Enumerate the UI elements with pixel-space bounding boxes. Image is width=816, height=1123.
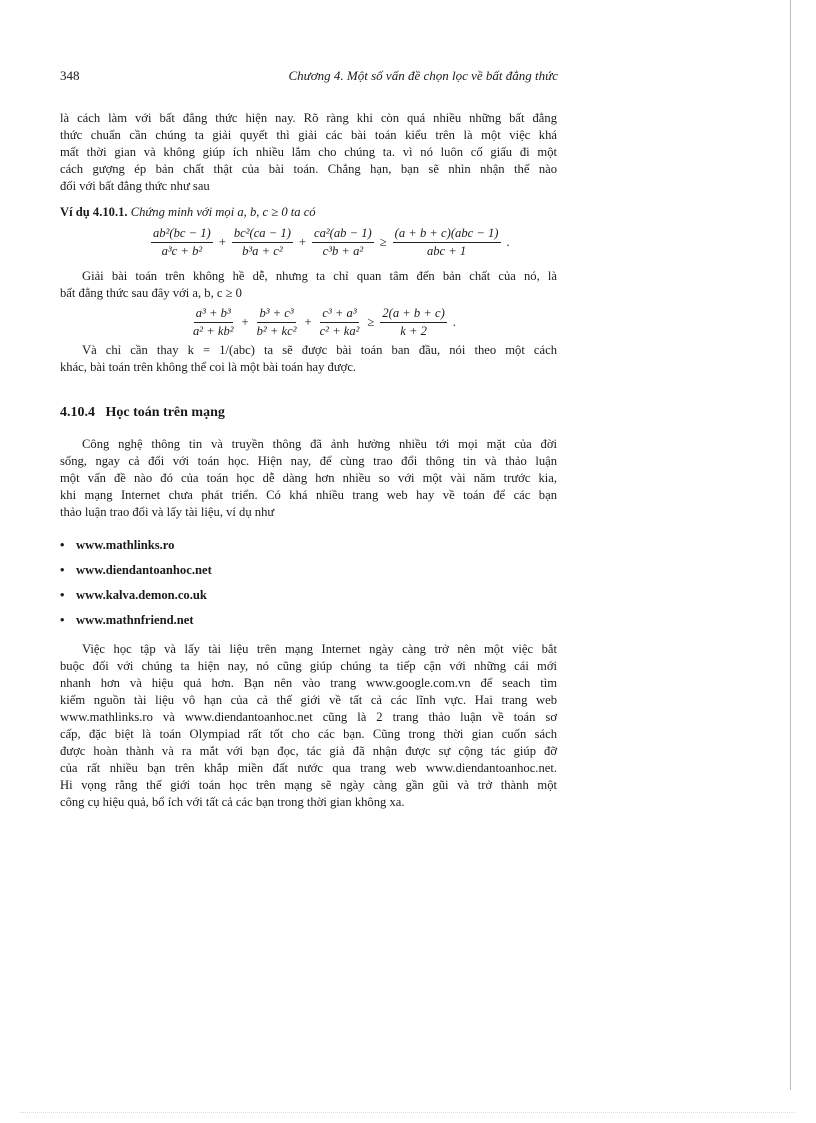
geq-sign: ≥ — [367, 315, 375, 329]
text-line: sống, ngay cả đối với toán học. Hiện nay, để cùng trao đổi thông tin và thảo luận — [60, 454, 557, 468]
plus-sign: + — [304, 315, 312, 329]
numerator: a³ + b³ — [194, 306, 233, 323]
text-line: khi mạng Internet chưa phát triển. Có khá nhiều trang web hay về toán để các bạn — [60, 488, 557, 502]
fraction-rhs — [380, 306, 446, 339]
link-list-item — [60, 588, 207, 603]
text-line: thức chuẩn cần chúng ta giải quyết thì giải các bài toán kiểu trên là một việc khá — [60, 128, 557, 142]
website-link[interactable]: www.diendantoanhoc.net — [76, 563, 212, 577]
formula-2 — [188, 306, 459, 339]
website-link[interactable]: www.mathlinks.ro — [76, 538, 175, 552]
bullet-icon: • — [60, 538, 65, 552]
text-line: Và chỉ cần thay k = 1/(abc) ta sẽ được bài toán ban đầu, nói theo một cách — [82, 343, 557, 357]
page-number: 348 — [60, 68, 80, 83]
section-number: 4.10.4 — [60, 405, 95, 420]
denominator: c³b + a² — [322, 244, 364, 258]
scan-bottom-edge — [20, 1112, 796, 1113]
fraction-term — [151, 226, 213, 259]
numerator: 2(a + b + c) — [380, 306, 446, 323]
website-link[interactable]: www.mathnfriend.net — [76, 613, 194, 627]
text-line: kiếm nguồn tài liệu vô hạn của cả thế giới về tất cả các lĩnh vực. Hai trang web — [60, 693, 557, 707]
fraction-term — [232, 226, 293, 259]
text-line: thảo luận trao đổi và lấy tài liệu, ví dụ như — [60, 505, 275, 519]
text-line: Hi vọng rằng thế giới toán học trên mạng sẽ ngày càng gần gũi và trở thành một — [60, 778, 557, 792]
denominator: c² + ka² — [319, 324, 360, 338]
text-line: công cụ hiệu quả, bổ ích với tất cả các bạn trong thời gian không xa. — [60, 795, 405, 809]
bullet-icon: • — [60, 563, 65, 577]
text-line: www.mathlinks.ro và www.diendantoanhoc.net cũng là 2 trang thảo luận về toán sơ — [60, 710, 557, 724]
plus-sign: + — [241, 315, 249, 329]
denominator: k + 2 — [400, 324, 427, 338]
text-line: của rất nhiều bạn trên khắp miền đất nước qua trang web www.diendantoanhoc.net. — [60, 761, 557, 775]
text-line: bất đẳng thức sau đây với a, b, c ≥ 0 — [60, 286, 242, 300]
numerator: b³ + c³ — [257, 306, 295, 323]
plus-sign: + — [298, 235, 306, 249]
text-line: Giải bài toán trên không hề dễ, nhưng ta chỉ quan tâm đến bản chất của nó, là — [82, 269, 557, 283]
fraction-term — [318, 306, 362, 339]
numerator: bc²(ca − 1) — [232, 226, 293, 243]
website-link[interactable]: www.kalva.demon.co.uk — [76, 588, 207, 602]
geq-sign: ≥ — [379, 235, 387, 249]
denominator: b² + kc² — [256, 324, 297, 338]
text-line: Công nghệ thông tin và truyền thông đã ảnh hưởng nhiều tới mọi mặt của đời — [82, 437, 557, 451]
period: . — [452, 315, 456, 329]
example-heading — [60, 204, 557, 220]
text-line: nhanh hơn và hiệu quả hơn. Bạn nên vào trang www.google.com.vn để seach tìm — [60, 676, 557, 690]
bullet-icon: • — [60, 588, 65, 602]
text-line: khác, bài toán trên không thể coi là một bài toán hay được. — [60, 360, 357, 374]
denominator: a³c + b² — [161, 244, 203, 258]
text-line: buộc đối với chúng ta hiện nay, nó cũng giúp chúng ta tiếp cận với những cái mới — [60, 659, 557, 673]
example-statement: Chứng minh với mọi a, b, c ≥ 0 ta có — [130, 205, 316, 219]
section-title: Học toán trên mạng — [105, 405, 225, 420]
numerator: (a + b + c)(abc − 1) — [393, 226, 501, 243]
bullet-icon: • — [60, 613, 65, 627]
running-header: Chương 4. Một số vấn đề chọn lọc về bất đẳng thức — [288, 68, 558, 83]
numerator: ca²(ab − 1) — [312, 226, 374, 243]
fraction-term — [312, 226, 374, 259]
text-line: đối với bất đẳng thức như sau — [60, 179, 210, 193]
text-line: mất thời gian và không giúp ích nhiều lắm cho chúng ta. vì nó luôn cố giấu đi một — [60, 145, 557, 159]
denominator: b³a + c² — [242, 244, 283, 258]
example-label: Ví dụ 4.10.1. — [60, 205, 128, 219]
formula-1 — [148, 226, 513, 259]
numerator: ab²(bc − 1) — [151, 226, 213, 243]
text-line: Việc học tập và lấy tài liệu trên mạng Internet ngày càng trở nên một việc bắt — [82, 642, 557, 656]
text-line: được hoàn thành và ra mắt với bạn đọc, tác giả đã nhận được sự cộng tác giúp đỡ — [60, 744, 557, 758]
denominator: a² + kb² — [193, 324, 234, 338]
text-line: một vấn đề nào đó của toán học dễ dàng hơn nhiều so với một vài năm trước kia, — [60, 471, 557, 485]
fraction-rhs — [393, 226, 501, 259]
period: . — [506, 235, 510, 249]
denominator: abc + 1 — [426, 244, 467, 258]
section-heading — [60, 405, 225, 421]
link-list-item — [60, 538, 174, 553]
scan-edge-line — [790, 0, 791, 1090]
fraction-term — [255, 306, 299, 339]
text-line: cách gượng ép bản chất thật của bài toán. Chẳng hạn, bạn sẽ nhìn nhận thế nào — [60, 162, 557, 176]
plus-sign: + — [218, 235, 226, 249]
fraction-term — [191, 306, 236, 339]
text-line: là cách làm với bất đẳng thức hiện nay. Rõ ràng khi còn quá nhiều những bất đẳng — [60, 111, 557, 125]
link-list-item — [60, 563, 212, 578]
link-list-item — [60, 613, 194, 628]
numerator: c³ + a³ — [320, 306, 358, 323]
text-line: cấp, đặc biệt là toán Olympiad rất tốt cho các bạn. Cũng trong thời gian cuốn sách — [60, 727, 557, 741]
